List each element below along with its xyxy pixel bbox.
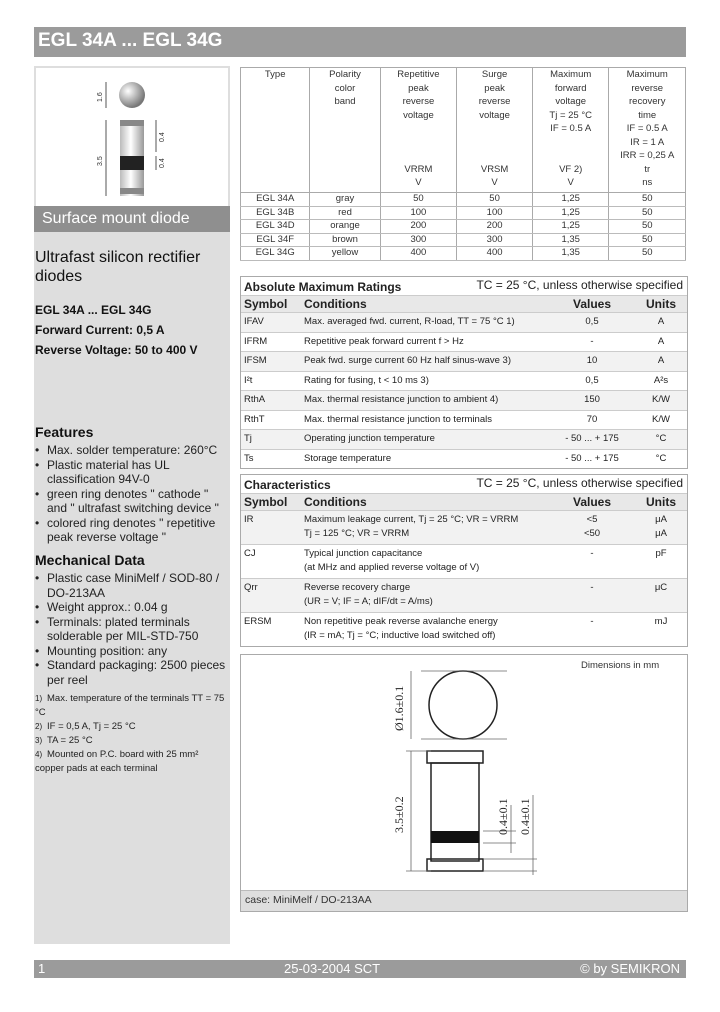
table-row — [241, 233, 686, 247]
table-cell: 50 — [609, 206, 686, 220]
table-cell: 0,5 — [585, 316, 599, 327]
table-cell: μA — [655, 514, 667, 525]
table-cell: A²s — [653, 374, 669, 386]
table-cell: Tj — [244, 433, 252, 444]
header-unit: ns — [642, 177, 653, 188]
header-cell — [609, 68, 686, 193]
header-line: recovery — [629, 96, 666, 107]
table-row — [241, 410, 687, 430]
header-unit: V — [415, 177, 422, 188]
footnote: 1) Max. temperature of the terminals TT = 75 °C — [35, 693, 225, 718]
table-cell: EGL 34B — [241, 206, 310, 220]
forward-current: Forward Current: 0,5 A — [35, 323, 165, 337]
page-title: EGL 34A ... EGL 34G — [38, 30, 223, 51]
header-line: reverse — [478, 96, 511, 107]
table-cell: Max. thermal resistance junction to ambient 4) — [304, 394, 499, 405]
dim-label: 3.5 — [97, 156, 104, 166]
header-line: voltage — [479, 109, 510, 121]
col-header: Values — [572, 297, 612, 311]
list-item: • Standard packaging: 2500 pieces per reel — [35, 658, 230, 687]
heading-line: Ultrafast silicon rectifier — [35, 249, 201, 266]
table-cell: Operating junction temperature — [304, 433, 435, 444]
section-condition: TC = 25 °C, unless otherwise specified — [476, 476, 683, 490]
table-cell: EGL 34F — [241, 233, 310, 247]
dim-length: 3.5±0.2 — [392, 796, 406, 833]
table-cell: K/W — [652, 413, 670, 425]
dimension-diagram — [240, 654, 688, 912]
dims-note: Dimensions in mm — [581, 660, 660, 671]
table-row — [241, 544, 687, 578]
list-item: • Terminals: plated terminals solderable per MIL-STD-750 — [35, 615, 230, 644]
header-line: time — [638, 109, 657, 121]
table-cell: IR — [244, 514, 254, 525]
table-cell: Repetitive peak forward current f > Hz — [304, 335, 464, 347]
header-sym: tr — [644, 163, 651, 175]
table-cell: IFRM — [244, 335, 268, 347]
table-cell: 400 — [457, 247, 533, 261]
table-cell: 10 — [586, 355, 598, 366]
table-cell: 50 — [380, 193, 457, 207]
col-header: Values — [572, 495, 612, 509]
title-bar — [34, 27, 686, 57]
list-item: • Weight approx.: 0.04 g — [35, 600, 230, 615]
package-drawing — [241, 655, 687, 890]
table-cell: EGL 34G — [241, 247, 310, 261]
table-header-row — [241, 68, 686, 193]
heading — [35, 248, 200, 286]
header-line: Repetitive — [397, 69, 440, 80]
header-sym: VRRM — [404, 163, 433, 175]
table-cell: μA — [655, 528, 667, 539]
header-line: color — [334, 82, 356, 94]
table-cell: ERSM — [244, 616, 272, 627]
table-cell: 1,35 — [532, 233, 609, 247]
table-cell: <5 — [586, 514, 598, 525]
table-cell: Non repetitive peak reverse avalanche energy — [304, 616, 498, 627]
table-cell: pF — [655, 548, 667, 559]
col-header: Units — [646, 297, 676, 311]
table-cell: 50 — [609, 233, 686, 247]
dim-band-2: 0.4±0.1 — [518, 798, 532, 835]
footnote: 3) TA = 25 °C — [35, 735, 93, 746]
characteristics-panel — [240, 474, 688, 647]
table-row — [241, 429, 687, 449]
header-line: Maximum — [626, 69, 668, 80]
footnote: 2) IF = 0,5 A, Tj = 25 °C — [35, 721, 136, 732]
table-cell: mJ — [654, 616, 668, 627]
table-cell: <50 — [583, 528, 601, 539]
footnote: 4) Mounted on P.C. board with 25 mm² copper pads at each terminal — [35, 749, 199, 774]
table-cell: Reverse recovery charge — [304, 582, 411, 593]
table-cell: Tj = 125 °C; VR = VRRM — [304, 528, 410, 539]
abs-max-panel — [240, 276, 688, 469]
table-cell: °C — [655, 452, 667, 464]
table-cell: 1,25 — [532, 220, 609, 234]
category-label: Surface mount diode — [42, 210, 190, 227]
table-row — [241, 578, 687, 612]
package-image — [36, 68, 228, 206]
table-cell: (UR = V; IF = A; dIF/dt = A/ms) — [304, 596, 433, 607]
list-item: • Plastic material has UL classification 94V-0 — [35, 458, 230, 487]
header-line: IRR = 0,25 A — [620, 150, 675, 161]
table-cell: Rating for fusing, t < 10 ms 3) — [304, 374, 429, 386]
footer — [34, 960, 686, 978]
header-line: reverse — [631, 82, 664, 94]
table-cell: EGL 34A — [241, 193, 310, 207]
list-item: • Mounting position: any — [35, 644, 230, 659]
table-cell: EGL 34D — [241, 220, 310, 234]
table-cell: Max. thermal resistance junction to terminals — [304, 413, 492, 425]
header-cell — [532, 68, 609, 193]
header-sym: VRSM — [480, 163, 509, 175]
table-cell: - — [590, 335, 594, 347]
header-line: Type — [264, 69, 286, 80]
table-cell: 0,5 — [585, 374, 599, 386]
header-line: voltage — [555, 96, 587, 107]
table-cell: K/W — [652, 394, 670, 405]
dim-band-1: 0.4±0.1 — [496, 798, 510, 835]
col-header: Units — [646, 495, 676, 509]
header-unit: V — [491, 177, 498, 188]
table-cell: Maximum leakage current, Tj = 25 °C; VR = VRRM — [304, 514, 519, 525]
table-row — [241, 312, 687, 332]
heading-line: diodes — [35, 268, 83, 285]
header-cell — [380, 68, 457, 193]
table-cell: IFAV — [244, 316, 264, 327]
category-banner — [34, 206, 230, 232]
header-line: Tj = 25 °C — [549, 109, 593, 121]
table-cell: CJ — [244, 548, 256, 559]
column-headers — [241, 295, 687, 312]
case-caption — [241, 890, 687, 911]
dim-diameter: Ø1.6±0.1 — [392, 685, 406, 731]
table-cell: 50 — [609, 220, 686, 234]
table-cell: red — [310, 206, 380, 220]
header-line: forward — [554, 82, 587, 94]
caption-text: case: MiniMelf / DO-213AA — [245, 894, 372, 906]
column-headers — [241, 493, 687, 510]
footnotes — [35, 692, 230, 776]
table-cell: 300 — [457, 233, 533, 247]
mech-title: Mechanical Data — [35, 552, 145, 568]
section-title: Characteristics — [244, 478, 331, 492]
table-cell: A — [657, 355, 665, 366]
table-cell: 50 — [609, 193, 686, 207]
table-row — [241, 390, 687, 410]
table-cell: 300 — [380, 233, 457, 247]
table-cell: 400 — [380, 247, 457, 261]
table-cell: 1,25 — [532, 193, 609, 207]
table-cell: Ts — [244, 452, 254, 464]
table-cell: - — [590, 616, 594, 627]
table-cell: gray — [310, 193, 380, 207]
header-unit: V — [567, 177, 574, 188]
dim-label: 1.6 — [97, 92, 104, 102]
header-line: peak — [408, 82, 429, 94]
table-cell: 100 — [457, 206, 533, 220]
type-table — [240, 67, 686, 261]
page-number: 1 — [38, 961, 46, 976]
table-cell: I²t — [244, 374, 253, 386]
table-row — [241, 510, 687, 544]
table-cell: RthT — [244, 413, 265, 425]
table-row — [241, 371, 687, 391]
table-cell: (IR = mA; Tj = °C; inductive load switched off) — [304, 630, 496, 641]
table-cell: Typical junction capacitance — [304, 548, 423, 559]
table-cell: yellow — [310, 247, 380, 261]
table-row — [241, 206, 686, 220]
table-row — [241, 193, 686, 207]
col-header: Symbol — [244, 495, 288, 509]
col-header: Conditions — [304, 297, 367, 311]
table-row — [241, 247, 686, 261]
table-row — [241, 612, 687, 646]
table-cell: RthA — [244, 394, 266, 405]
table-cell: μC — [654, 582, 668, 593]
table-cell: 100 — [380, 206, 457, 220]
features-title: Features — [35, 424, 94, 440]
table-cell: 1,25 — [532, 206, 609, 220]
list-item: • Max. solder temperature: 260°C — [35, 443, 230, 458]
table-cell: °C — [655, 433, 667, 444]
list-item: • Plastic case MiniMelf / SOD-80 / DO-213AA — [35, 571, 230, 600]
header-cell — [457, 68, 533, 193]
section-condition: TC = 25 °C, unless otherwise specified — [476, 278, 683, 292]
list-item: • green ring denotes " cathode " and " ultrafast switching device " — [35, 487, 230, 516]
table-cell: - 50 ... + 175 — [565, 433, 619, 444]
table-cell: Qrr — [244, 582, 258, 593]
table-cell: IFSM — [244, 355, 267, 366]
header-line: Maximum — [550, 69, 592, 80]
dim-label: 0.4 — [159, 158, 166, 168]
header-line: reverse — [402, 96, 435, 107]
diode-package-icon — [36, 68, 228, 206]
mech-list — [35, 571, 230, 687]
footer-date: 25-03-2004 SCT — [284, 961, 381, 976]
table-row — [241, 220, 686, 234]
table-row — [241, 449, 687, 469]
header-line: IF = 0.5 A — [626, 123, 668, 134]
table-cell: 50 — [609, 247, 686, 261]
header-line: band — [334, 96, 356, 107]
header-cell — [241, 68, 310, 193]
table-cell: 150 — [584, 394, 600, 405]
header-line: peak — [484, 82, 505, 94]
table-cell: - 50 ... + 175 — [565, 452, 619, 464]
features-list — [35, 443, 230, 545]
table-cell: - — [590, 548, 594, 559]
header-line: Surge — [481, 69, 508, 80]
table-cell: A — [657, 316, 665, 327]
table-row — [241, 332, 687, 352]
table-cell: Max. averaged fwd. current, R-load, TT = 75 °C 1) — [304, 316, 515, 327]
table-cell: Peak fwd. surge current 60 Hz half sinus-wave 3) — [304, 355, 511, 366]
table-cell: Storage temperature — [304, 452, 392, 464]
table-cell: A — [657, 335, 665, 347]
header-line: IF = 0.5 A — [550, 123, 592, 134]
table-row — [241, 351, 687, 371]
header-cell — [310, 68, 380, 193]
header-line: voltage — [403, 109, 434, 121]
table-cell: 200 — [457, 220, 533, 234]
table-cell: - — [590, 582, 594, 593]
part-range: EGL 34A ... EGL 34G — [35, 303, 152, 317]
table-cell: brown — [310, 233, 380, 247]
table-cell: 1,35 — [532, 247, 609, 261]
header-line: IR = 1 A — [630, 136, 665, 148]
col-header: Symbol — [244, 297, 288, 311]
table-cell: orange — [310, 220, 380, 234]
dim-label: 0.4 — [159, 132, 166, 142]
reverse-voltage: Reverse Voltage: 50 to 400 V — [35, 343, 198, 357]
table-cell: (at MHz and applied reverse voltage of V) — [304, 562, 480, 573]
col-header: Conditions — [304, 495, 367, 509]
section-title: Absolute Maximum Ratings — [244, 280, 402, 294]
header-line: Polarity — [329, 69, 361, 80]
header-sym: VF 2) — [559, 163, 583, 175]
footer-copyright: © by SEMIKRON — [580, 961, 680, 976]
table-cell: 50 — [457, 193, 533, 207]
table-cell: 70 — [586, 413, 598, 425]
table-cell: 200 — [380, 220, 457, 234]
list-item: • colored ring denotes " repetitive peak reverse voltage " — [35, 516, 230, 545]
